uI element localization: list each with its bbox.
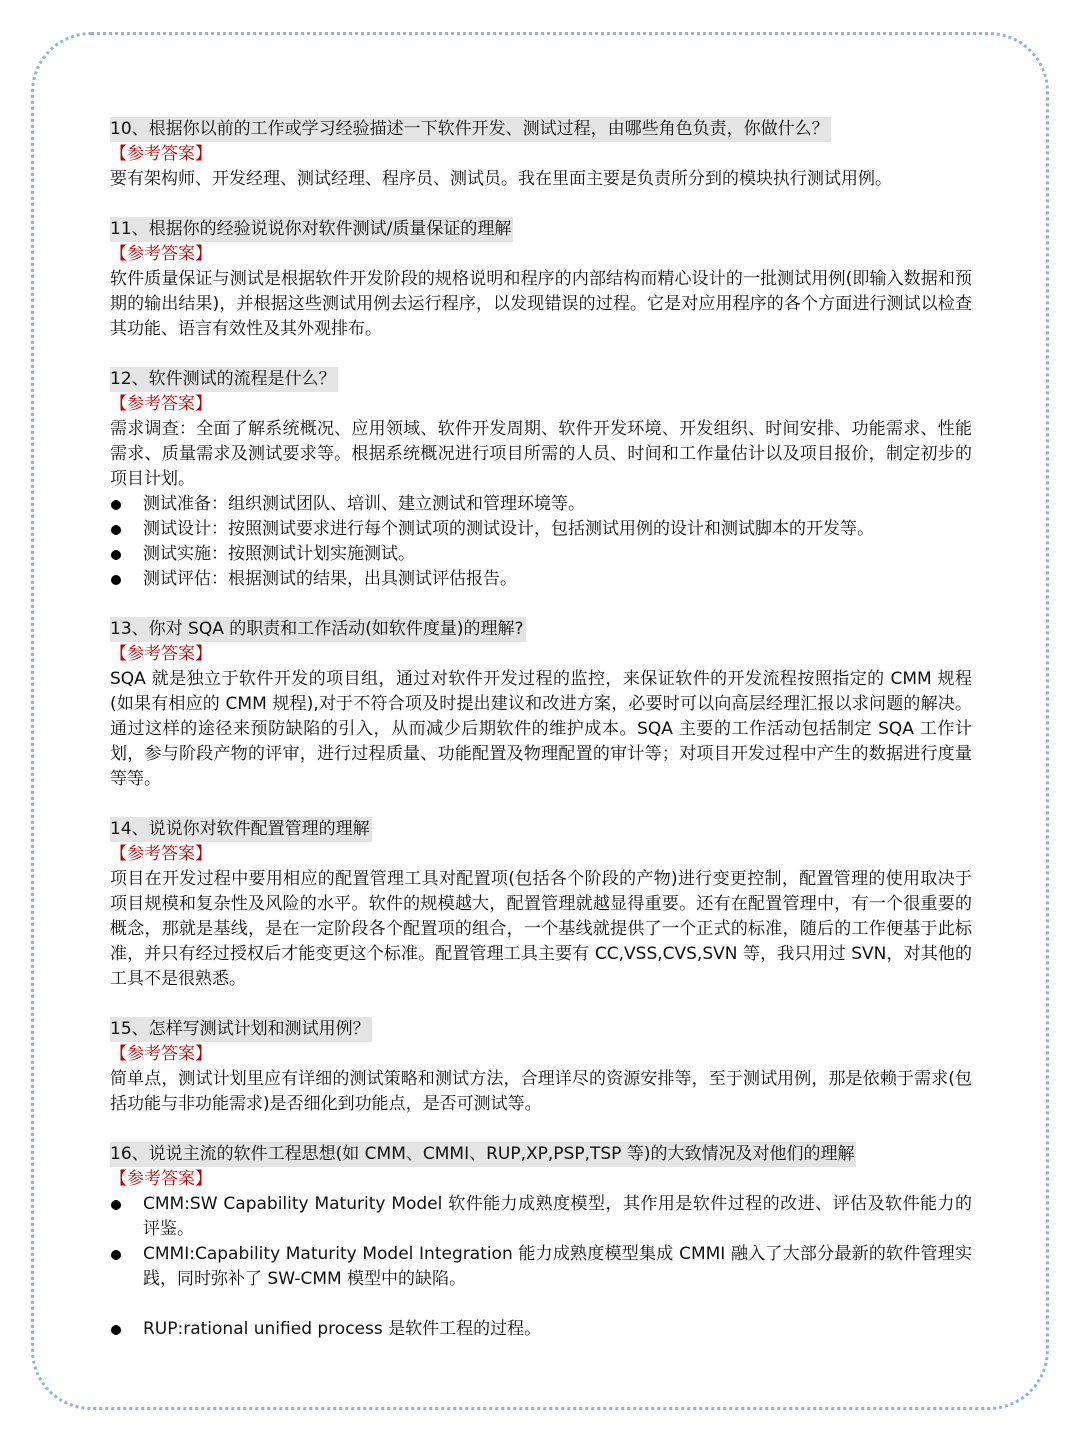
answer-tag-15: 【参考答案】 xyxy=(110,1044,212,1064)
answer-15: 简单点，测试计划里应有详细的测试策略和测试方法，合理详尽的资源安排等，至于测试用例，那是依赖于需求(包括功能与非功能需求)是否细化到功能点，是否可测试等。 xyxy=(110,1069,972,1114)
qa-block-12 xyxy=(110,367,972,592)
question-11: 11、根据你的经验说说你对软件测试/质量保证的理解 xyxy=(110,217,513,242)
question-12: 12、软件测试的流程是什么？ xyxy=(110,367,338,392)
bullet-dot-icon xyxy=(111,1200,121,1210)
question-10: 10、根据你以前的工作或学习经验描述一下软件开发、测试过程，由哪些角色负责，你做什么？ xyxy=(110,117,831,142)
answer-12-list xyxy=(110,492,972,592)
qa-document xyxy=(110,117,972,1367)
question-13: 13、你对 SQA 的职责和工作活动(如软件度量)的理解? xyxy=(110,617,526,642)
answer-tag-12: 【参考答案】 xyxy=(110,394,212,414)
bullet-dot-icon xyxy=(111,525,121,535)
qa-block-16 xyxy=(110,1142,972,1342)
answer-tag-11: 【参考答案】 xyxy=(110,244,212,264)
answer-tag-13: 【参考答案】 xyxy=(110,644,212,664)
list-item: 测试评估：根据测试的结果，出具测试评估报告。 xyxy=(110,567,972,592)
answer-tag-16: 【参考答案】 xyxy=(110,1169,212,1189)
list-item: 测试设计：按照测试要求进行每个测试项的测试设计，包括测试用例的设计和测试脚本的开发等。 xyxy=(110,517,972,542)
answer-16-list xyxy=(110,1192,972,1342)
list-item: RUP:rational unified process 是软件工程的过程。 xyxy=(110,1317,972,1342)
bullet-dot-icon xyxy=(111,500,121,510)
question-16: 16、说说主流的软件工程思想(如 CMM、CMMI、RUP,XP,PSP,TSP 等)的大致情况及对他们的理解 xyxy=(110,1142,856,1167)
bullet-dot-icon xyxy=(111,550,121,560)
qa-block-13 xyxy=(110,617,972,792)
qa-block-15 xyxy=(110,1017,972,1117)
list-item: 测试准备：组织测试团队、培训、建立测试和管理环境等。 xyxy=(110,492,972,517)
question-15: 15、怎样写测试计划和测试用例？ xyxy=(110,1017,372,1042)
qa-block-11 xyxy=(110,217,972,342)
answer-13: SQA 就是独立于软件开发的项目组，通过对软件开发过程的监控，来保证软件的开发流程按照指定的 CMM 规程(如果有相应的 CMM 规程),对于不符合项及时提出建议和改进方案，必要时可以向高层经理汇报以求问题的解决。通过这样的途径来预防缺陷的引入，从而减少后期软件的维护成本。SQA 主要的工作活动包括制定 SQA 工作计划，参与阶段产物的评审，进行过程质量、功能配置及物理配置的审计等；对项目开发过程中产生的数据进行度量等等。 xyxy=(110,669,972,789)
answer-tag-14: 【参考答案】 xyxy=(110,844,212,864)
answer-tag-10: 【参考答案】 xyxy=(110,144,212,164)
list-item: CMMI:Capability Maturity Model Integration 能力成熟度模型集成 CMMI 融入了大部分最新的软件管理实践，同时弥补了 SW-CMM 模型中的缺陷。 xyxy=(110,1242,972,1292)
answer-14: 项目在开发过程中要用相应的配置管理工具对配置项(包括各个阶段的产物)进行变更控制，配置管理的使用取决于项目规模和复杂性及风险的水平。软件的规模越大，配置管理就越显得重要。还有在配置管理中，有一个很重要的概念，那就是基线，是在一定阶段各个配置项的组合，一个基线就提供了一个正式的标准，随后的工作便基于此标准，并只有经过授权后才能变更这个标准。配置管理工具主要有 CC,VSS,CVS,SVN 等，我只用过 SVN，对其他的工具不是很熟悉。 xyxy=(110,869,972,989)
qa-block-14 xyxy=(110,817,972,992)
answer-10: 要有架构师、开发经理、测试经理、程序员、测试员。我在里面主要是负责所分到的模块执行测试用例。 xyxy=(110,169,892,189)
question-14: 14、说说你对软件配置管理的理解 xyxy=(110,817,372,842)
bullet-dot-icon xyxy=(111,1250,121,1260)
bullet-dot-icon xyxy=(111,1325,121,1335)
list-item: 测试实施：按照测试计划实施测试。 xyxy=(110,542,972,567)
list-item: CMM:SW Capability Maturity Model 软件能力成熟度模型，其作用是软件过程的改进、评估及软件能力的评鉴。 xyxy=(110,1192,972,1242)
qa-block-10 xyxy=(110,117,972,192)
answer-11: 软件质量保证与测试是根据软件开发阶段的规格说明和程序的内部结构而精心设计的一批测试用例(即输入数据和预期的输出结果)，并根据这些测试用例去运行程序，以发现错误的过程。它是对应用程序的各个方面进行测试以检查其功能、语言有效性及其外观排布。 xyxy=(110,269,972,339)
answer-12: 需求调查：全面了解系统概况、应用领域、软件开发周期、软件开发环境、开发组织、时间安排、功能需求、性能需求、质量需求及测试要求等。根据系统概况进行项目所需的人员、时间和工作量估计以及项目报价，制定初步的项目计划。 xyxy=(110,419,972,489)
bullet-dot-icon xyxy=(111,575,121,585)
